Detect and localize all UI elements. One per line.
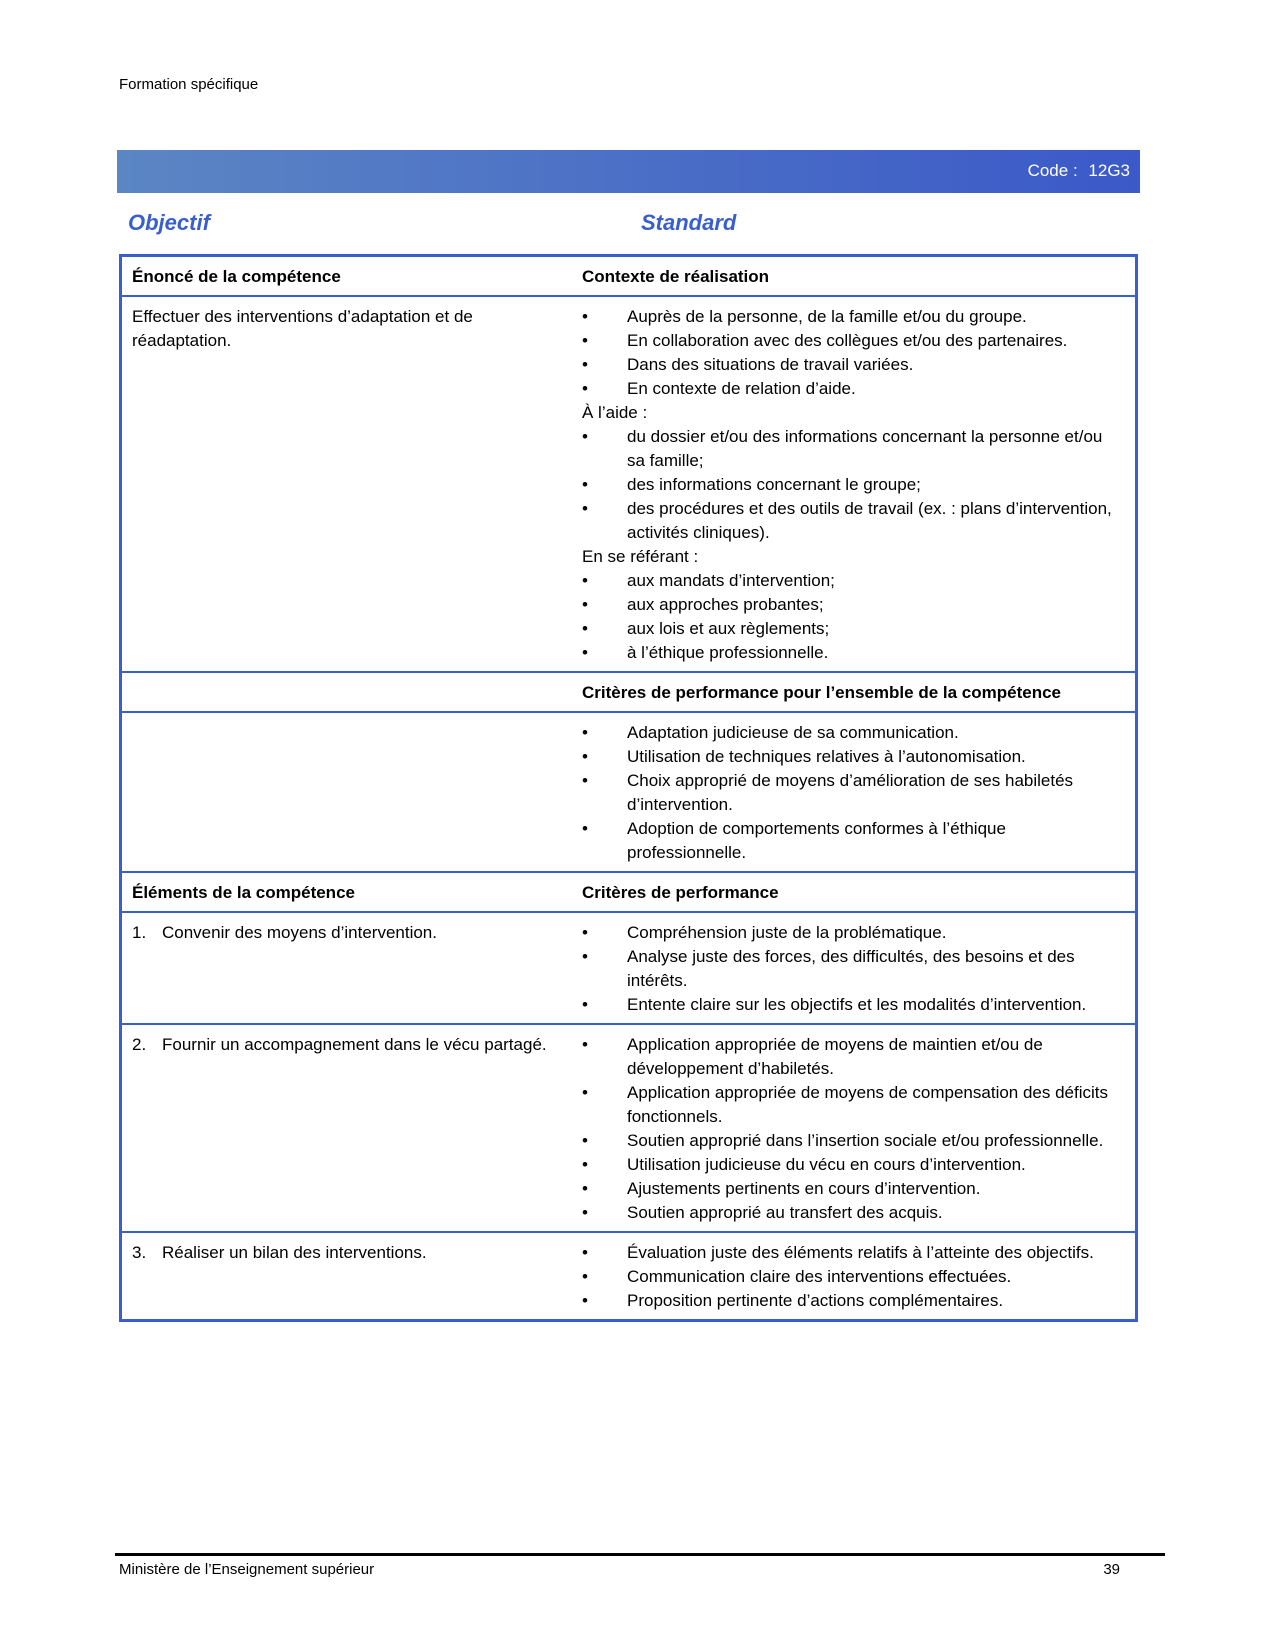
- list-item: • des procédures et des outils de travail (ex. : plans d’intervention, activités cliniques).: [582, 497, 1125, 545]
- empty-cell: [121, 712, 573, 872]
- objective-row: [128, 210, 1128, 240]
- element-criteria-cell: [572, 1024, 1137, 1232]
- element-criteria-list: [582, 1033, 1125, 1225]
- list-item: • Adoption de comportements conformes à l’éthique professionnelle.: [582, 817, 1125, 865]
- element-row-3: [121, 1232, 1137, 1321]
- list-item: • aux approches probantes;: [582, 593, 1125, 617]
- footer-divider: [115, 1553, 1165, 1556]
- element-criteria-list: [582, 1241, 1125, 1313]
- list-item: • Application appropriée de moyens de maintien et/ou de développement d’habiletés.: [582, 1033, 1125, 1081]
- list-item: • Soutien approprié au transfert des acquis.: [582, 1201, 1125, 1225]
- list-item: • Soutien approprié dans l’insertion sociale et/ou professionnelle.: [582, 1129, 1125, 1153]
- elements-header-row: [121, 872, 1137, 912]
- a-laide-label: À l’aide :: [582, 403, 648, 422]
- element-label: Convenir des moyens d’intervention.: [162, 923, 437, 942]
- contexte-header: Contexte de réalisation: [572, 256, 1137, 297]
- element-label: Réaliser un bilan des interventions.: [162, 1243, 427, 1262]
- list-item: • Communication claire des interventions effectuées.: [582, 1265, 1125, 1289]
- en-se-referant-list: [582, 569, 1125, 665]
- list-item: • des informations concernant le groupe;: [582, 473, 1125, 497]
- element-item: [132, 921, 562, 945]
- criteres-ensemble-header: Critères de performance pour l’ensemble de la compétence: [572, 672, 1137, 712]
- competence-table: [119, 254, 1138, 1322]
- code-bar: [117, 150, 1140, 193]
- a-laide-list: [582, 425, 1125, 545]
- list-item: • aux mandats d’intervention;: [582, 569, 1125, 593]
- standard-label: Standard: [641, 210, 737, 235]
- enonce-row: [121, 296, 1137, 672]
- empty-cell: [121, 672, 573, 712]
- enonce-header: Énoncé de la compétence: [121, 256, 573, 297]
- list-item: • Analyse juste des forces, des difficultés, des besoins et des intérêts.: [582, 945, 1125, 993]
- list-item: • du dossier et/ou des informations concernant la personne et/ou sa famille;: [582, 425, 1125, 473]
- element-cell: [121, 1232, 573, 1321]
- list-item: • En contexte de relation d’aide.: [582, 377, 1125, 401]
- objective-label: Objectif: [128, 210, 210, 235]
- list-item: • Compréhension juste de la problématique.: [582, 921, 1125, 945]
- element-row-2: [121, 1024, 1137, 1232]
- element-item: [132, 1033, 562, 1057]
- elements-header: Éléments de la compétence: [121, 872, 573, 912]
- criteres-ensemble-header-row: [121, 672, 1137, 712]
- element-row-1: [121, 912, 1137, 1024]
- list-item: • Utilisation judicieuse du vécu en cours d’intervention.: [582, 1153, 1125, 1177]
- list-item: • Dans des situations de travail variées.: [582, 353, 1125, 377]
- element-number: 3.: [132, 1243, 147, 1262]
- list-item: • Auprès de la personne, de la famille et/ou du groupe.: [582, 305, 1125, 329]
- footer-page-number: 39: [1103, 1561, 1120, 1578]
- page-header-program: Formation spécifique: [119, 76, 259, 93]
- list-item: • Proposition pertinente d’actions complémentaires.: [582, 1289, 1125, 1313]
- list-item: • En collaboration avec des collègues et/ou des partenaires.: [582, 329, 1125, 353]
- footer-ministry: Ministère de l’Enseignement supérieur: [119, 1561, 375, 1578]
- list-item: • Entente claire sur les objectifs et les modalités d’intervention.: [582, 993, 1125, 1017]
- code-value: 12G3: [1088, 161, 1130, 180]
- code-label-group: [1022, 161, 1130, 181]
- criteres-ensemble-list: [582, 721, 1125, 865]
- table-header-row: [121, 256, 1137, 297]
- element-cell: [121, 912, 573, 1024]
- code-label: Code :: [1027, 161, 1078, 180]
- list-item: • Choix approprié de moyens d’amélioration de ses habiletés d’intervention.: [582, 769, 1125, 817]
- enonce-text: Effectuer des interventions d’adaptation et de réadaptation.: [121, 296, 573, 672]
- list-item: • Ajustements pertinents en cours d’intervention.: [582, 1177, 1125, 1201]
- element-item: [132, 1241, 562, 1265]
- list-item: • Application appropriée de moyens de compensation des déficits fonctionnels.: [582, 1081, 1125, 1129]
- list-item: • Utilisation de techniques relatives à l’autonomisation.: [582, 745, 1125, 769]
- criteres-ensemble-cell: [572, 712, 1137, 872]
- en-se-referant-label: En se référant :: [582, 547, 699, 566]
- element-cell: [121, 1024, 573, 1232]
- criteres-header: Critères de performance: [572, 872, 1137, 912]
- element-number: 2.: [132, 1035, 147, 1054]
- element-label: Fournir un accompagnement dans le vécu partagé.: [162, 1035, 547, 1054]
- element-number: 1.: [132, 923, 147, 942]
- element-criteria-cell: [572, 912, 1137, 1024]
- list-item: • Évaluation juste des éléments relatifs à l’atteinte des objectifs.: [582, 1241, 1125, 1265]
- criteres-ensemble-row: [121, 712, 1137, 872]
- list-item: • Adaptation judicieuse de sa communication.: [582, 721, 1125, 745]
- contexte-list: [582, 305, 1125, 401]
- contexte-cell: [572, 296, 1137, 672]
- list-item: • à l’éthique professionnelle.: [582, 641, 1125, 665]
- element-criteria-cell: [572, 1232, 1137, 1321]
- list-item: • aux lois et aux règlements;: [582, 617, 1125, 641]
- element-criteria-list: [582, 921, 1125, 1017]
